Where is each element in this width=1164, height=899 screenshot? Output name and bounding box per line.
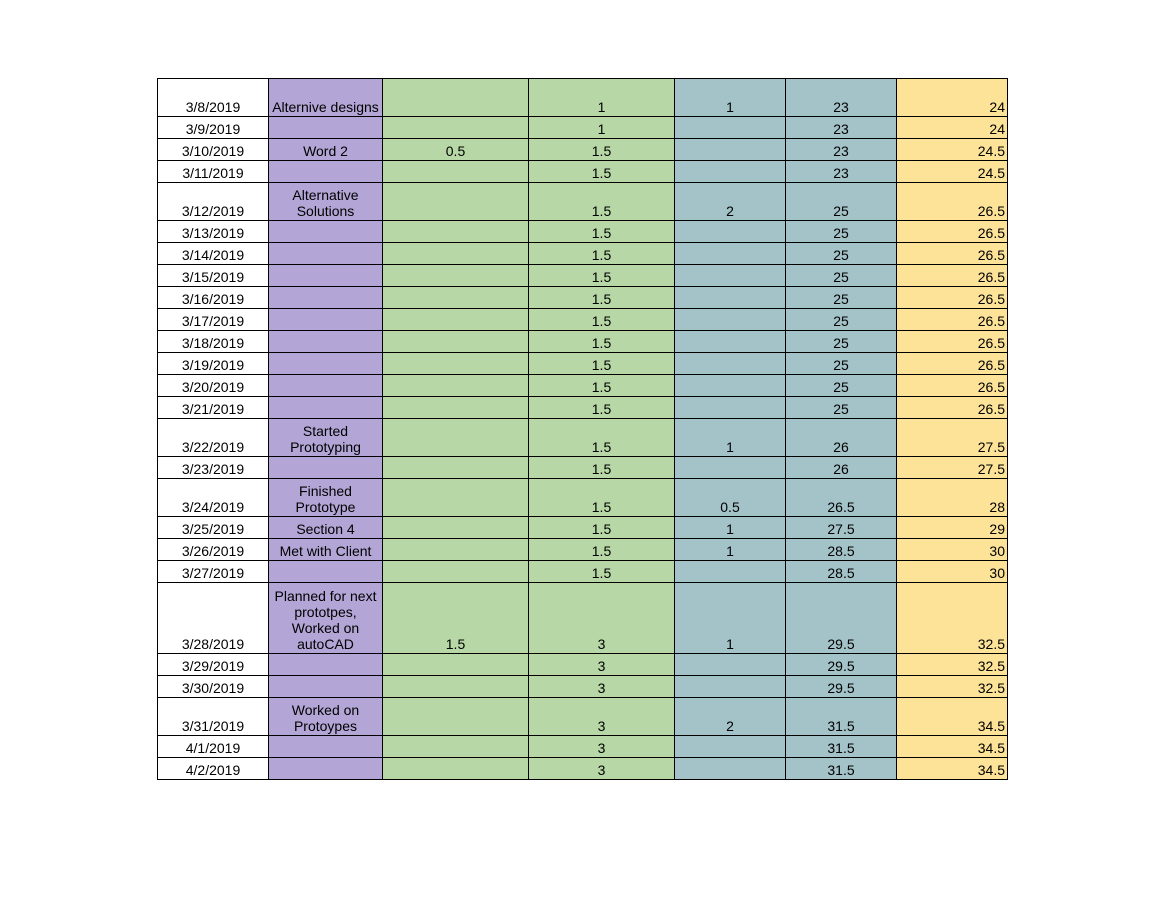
table-row <box>158 221 1008 243</box>
hours-d-cell: 25 <box>786 331 897 353</box>
hours-b-cell: 1.5 <box>529 561 675 583</box>
date-cell: 3/25/2019 <box>158 517 269 539</box>
hours-a-cell <box>383 654 529 676</box>
note-cell <box>269 736 383 758</box>
hours-c-cell: 1 <box>675 419 786 457</box>
note-cell <box>269 654 383 676</box>
table-row <box>158 561 1008 583</box>
hours-c-cell <box>675 139 786 161</box>
hours-d-cell: 31.5 <box>786 758 897 780</box>
total-cell: 28 <box>897 479 1008 517</box>
hours-c-cell: 2 <box>675 698 786 736</box>
total-cell: 26.5 <box>897 353 1008 375</box>
hours-b-cell: 1.5 <box>529 479 675 517</box>
total-cell: 27.5 <box>897 419 1008 457</box>
hours-b-cell: 3 <box>529 758 675 780</box>
hours-c-cell <box>675 353 786 375</box>
hours-a-cell <box>383 698 529 736</box>
date-cell: 3/13/2019 <box>158 221 269 243</box>
hours-d-cell: 29.5 <box>786 676 897 698</box>
hours-b-cell: 1.5 <box>529 331 675 353</box>
total-cell: 26.5 <box>897 287 1008 309</box>
note-cell <box>269 265 383 287</box>
hours-d-cell: 25 <box>786 265 897 287</box>
table-row <box>158 676 1008 698</box>
hours-c-cell <box>675 161 786 183</box>
date-cell: 3/11/2019 <box>158 161 269 183</box>
note-cell: Section 4 <box>269 517 383 539</box>
note-cell <box>269 397 383 419</box>
hours-c-cell <box>675 397 786 419</box>
total-cell: 27.5 <box>897 457 1008 479</box>
note-cell <box>269 353 383 375</box>
hours-b-cell: 1.5 <box>529 539 675 561</box>
date-cell: 3/26/2019 <box>158 539 269 561</box>
date-cell: 3/14/2019 <box>158 243 269 265</box>
hours-c-cell <box>675 309 786 331</box>
note-cell <box>269 457 383 479</box>
hours-c-cell <box>675 265 786 287</box>
hours-c-cell: 1 <box>675 539 786 561</box>
hours-d-cell: 29.5 <box>786 583 897 654</box>
total-cell: 34.5 <box>897 758 1008 780</box>
note-cell <box>269 117 383 139</box>
total-cell: 26.5 <box>897 265 1008 287</box>
total-cell: 30 <box>897 539 1008 561</box>
hours-d-cell: 25 <box>786 397 897 419</box>
date-cell: 3/30/2019 <box>158 676 269 698</box>
total-cell: 24 <box>897 117 1008 139</box>
hours-b-cell: 1.5 <box>529 265 675 287</box>
hours-a-cell <box>383 375 529 397</box>
hours-b-cell: 1 <box>529 117 675 139</box>
hours-b-cell: 1.5 <box>529 221 675 243</box>
hours-b-cell: 1.5 <box>529 457 675 479</box>
date-cell: 3/15/2019 <box>158 265 269 287</box>
date-cell: 3/21/2019 <box>158 397 269 419</box>
hours-d-cell: 26 <box>786 419 897 457</box>
hours-a-cell <box>383 183 529 221</box>
hours-b-cell: 1.5 <box>529 419 675 457</box>
hours-log-table <box>157 78 1008 780</box>
hours-c-cell <box>675 654 786 676</box>
total-cell: 24 <box>897 79 1008 117</box>
note-cell: Planned for next prototpes, Worked on autoCAD <box>269 583 383 654</box>
note-cell: Word 2 <box>269 139 383 161</box>
date-cell: 3/8/2019 <box>158 79 269 117</box>
hours-d-cell: 25 <box>786 183 897 221</box>
table-row <box>158 265 1008 287</box>
hours-a-cell <box>383 353 529 375</box>
hours-a-cell <box>383 331 529 353</box>
note-cell <box>269 375 383 397</box>
total-cell: 24.5 <box>897 139 1008 161</box>
table-row <box>158 139 1008 161</box>
hours-a-cell <box>383 221 529 243</box>
date-cell: 3/19/2019 <box>158 353 269 375</box>
table-row <box>158 287 1008 309</box>
hours-b-cell: 3 <box>529 676 675 698</box>
date-cell: 3/27/2019 <box>158 561 269 583</box>
hours-c-cell <box>675 331 786 353</box>
total-cell: 26.5 <box>897 183 1008 221</box>
hours-b-cell: 1.5 <box>529 243 675 265</box>
hours-a-cell <box>383 309 529 331</box>
table-row <box>158 161 1008 183</box>
hours-a-cell <box>383 243 529 265</box>
hours-a-cell <box>383 517 529 539</box>
hours-d-cell: 28.5 <box>786 539 897 561</box>
table-row <box>158 79 1008 117</box>
date-cell: 3/12/2019 <box>158 183 269 221</box>
hours-b-cell: 1.5 <box>529 287 675 309</box>
note-cell <box>269 161 383 183</box>
hours-d-cell: 23 <box>786 79 897 117</box>
hours-c-cell <box>675 736 786 758</box>
date-cell: 3/22/2019 <box>158 419 269 457</box>
hours-d-cell: 25 <box>786 375 897 397</box>
hours-a-cell: 1.5 <box>383 583 529 654</box>
table-row <box>158 183 1008 221</box>
total-cell: 26.5 <box>897 243 1008 265</box>
note-cell: Alternive designs <box>269 79 383 117</box>
table-row <box>158 654 1008 676</box>
note-cell: Met with Client <box>269 539 383 561</box>
table-row <box>158 117 1008 139</box>
table-row <box>158 479 1008 517</box>
total-cell: 26.5 <box>897 331 1008 353</box>
hours-b-cell: 1.5 <box>529 183 675 221</box>
table-row <box>158 331 1008 353</box>
hours-b-cell: 1.5 <box>529 517 675 539</box>
hours-c-cell: 1 <box>675 583 786 654</box>
hours-c-cell: 1 <box>675 517 786 539</box>
hours-a-cell <box>383 457 529 479</box>
total-cell: 32.5 <box>897 583 1008 654</box>
note-cell <box>269 758 383 780</box>
date-cell: 3/31/2019 <box>158 698 269 736</box>
total-cell: 32.5 <box>897 654 1008 676</box>
hours-c-cell <box>675 221 786 243</box>
note-cell <box>269 331 383 353</box>
hours-d-cell: 23 <box>786 139 897 161</box>
hours-c-cell: 1 <box>675 79 786 117</box>
hours-a-cell <box>383 287 529 309</box>
total-cell: 32.5 <box>897 676 1008 698</box>
note-cell: Started Prototyping <box>269 419 383 457</box>
hours-d-cell: 31.5 <box>786 736 897 758</box>
hours-c-cell <box>675 561 786 583</box>
note-cell: Alternative Solutions <box>269 183 383 221</box>
hours-b-cell: 3 <box>529 736 675 758</box>
hours-a-cell <box>383 758 529 780</box>
note-cell <box>269 561 383 583</box>
total-cell: 26.5 <box>897 309 1008 331</box>
table-row <box>158 353 1008 375</box>
date-cell: 3/9/2019 <box>158 117 269 139</box>
date-cell: 3/16/2019 <box>158 287 269 309</box>
hours-d-cell: 28.5 <box>786 561 897 583</box>
date-cell: 3/29/2019 <box>158 654 269 676</box>
hours-a-cell <box>383 161 529 183</box>
hours-c-cell: 0.5 <box>675 479 786 517</box>
hours-b-cell: 1.5 <box>529 161 675 183</box>
table-row <box>158 583 1008 654</box>
date-cell: 3/20/2019 <box>158 375 269 397</box>
hours-a-cell <box>383 117 529 139</box>
hours-b-cell: 3 <box>529 583 675 654</box>
total-cell: 24.5 <box>897 161 1008 183</box>
hours-a-cell: 0.5 <box>383 139 529 161</box>
table-row <box>158 375 1008 397</box>
hours-b-cell: 1.5 <box>529 397 675 419</box>
hours-d-cell: 25 <box>786 309 897 331</box>
hours-b-cell: 1 <box>529 79 675 117</box>
hours-d-cell: 23 <box>786 117 897 139</box>
hours-d-cell: 29.5 <box>786 654 897 676</box>
hours-d-cell: 25 <box>786 353 897 375</box>
hours-b-cell: 1.5 <box>529 309 675 331</box>
date-cell: 4/2/2019 <box>158 758 269 780</box>
hours-d-cell: 23 <box>786 161 897 183</box>
note-cell <box>269 676 383 698</box>
total-cell: 34.5 <box>897 736 1008 758</box>
table-body <box>158 79 1008 780</box>
hours-a-cell <box>383 397 529 419</box>
hours-b-cell: 3 <box>529 654 675 676</box>
table-row <box>158 758 1008 780</box>
total-cell: 26.5 <box>897 221 1008 243</box>
date-cell: 3/23/2019 <box>158 457 269 479</box>
date-cell: 3/17/2019 <box>158 309 269 331</box>
table-row <box>158 243 1008 265</box>
note-cell <box>269 221 383 243</box>
hours-a-cell <box>383 79 529 117</box>
hours-d-cell: 25 <box>786 287 897 309</box>
hours-d-cell: 26.5 <box>786 479 897 517</box>
table-row <box>158 698 1008 736</box>
date-cell: 3/28/2019 <box>158 583 269 654</box>
total-cell: 26.5 <box>897 375 1008 397</box>
hours-c-cell <box>675 758 786 780</box>
hours-a-cell <box>383 539 529 561</box>
note-cell: Worked on Protoypes <box>269 698 383 736</box>
hours-a-cell <box>383 561 529 583</box>
table-row <box>158 419 1008 457</box>
hours-c-cell: 2 <box>675 183 786 221</box>
note-cell <box>269 243 383 265</box>
hours-d-cell: 25 <box>786 243 897 265</box>
total-cell: 34.5 <box>897 698 1008 736</box>
note-cell <box>269 287 383 309</box>
date-cell: 4/1/2019 <box>158 736 269 758</box>
hours-b-cell: 1.5 <box>529 139 675 161</box>
hours-b-cell: 3 <box>529 698 675 736</box>
table-row <box>158 457 1008 479</box>
hours-b-cell: 1.5 <box>529 375 675 397</box>
hours-a-cell <box>383 479 529 517</box>
table-row <box>158 736 1008 758</box>
date-cell: 3/24/2019 <box>158 479 269 517</box>
hours-b-cell: 1.5 <box>529 353 675 375</box>
hours-d-cell: 27.5 <box>786 517 897 539</box>
total-cell: 26.5 <box>897 397 1008 419</box>
hours-c-cell <box>675 676 786 698</box>
date-cell: 3/18/2019 <box>158 331 269 353</box>
hours-d-cell: 31.5 <box>786 698 897 736</box>
hours-c-cell <box>675 457 786 479</box>
note-cell: Finished Prototype <box>269 479 383 517</box>
hours-c-cell <box>675 375 786 397</box>
table-row <box>158 309 1008 331</box>
hours-c-cell <box>675 243 786 265</box>
hours-a-cell <box>383 419 529 457</box>
note-cell <box>269 309 383 331</box>
hours-a-cell <box>383 265 529 287</box>
total-cell: 30 <box>897 561 1008 583</box>
hours-a-cell <box>383 676 529 698</box>
table-row <box>158 539 1008 561</box>
hours-a-cell <box>383 736 529 758</box>
hours-d-cell: 25 <box>786 221 897 243</box>
hours-c-cell <box>675 117 786 139</box>
total-cell: 29 <box>897 517 1008 539</box>
hours-d-cell: 26 <box>786 457 897 479</box>
hours-c-cell <box>675 287 786 309</box>
table-row <box>158 517 1008 539</box>
table-row <box>158 397 1008 419</box>
date-cell: 3/10/2019 <box>158 139 269 161</box>
